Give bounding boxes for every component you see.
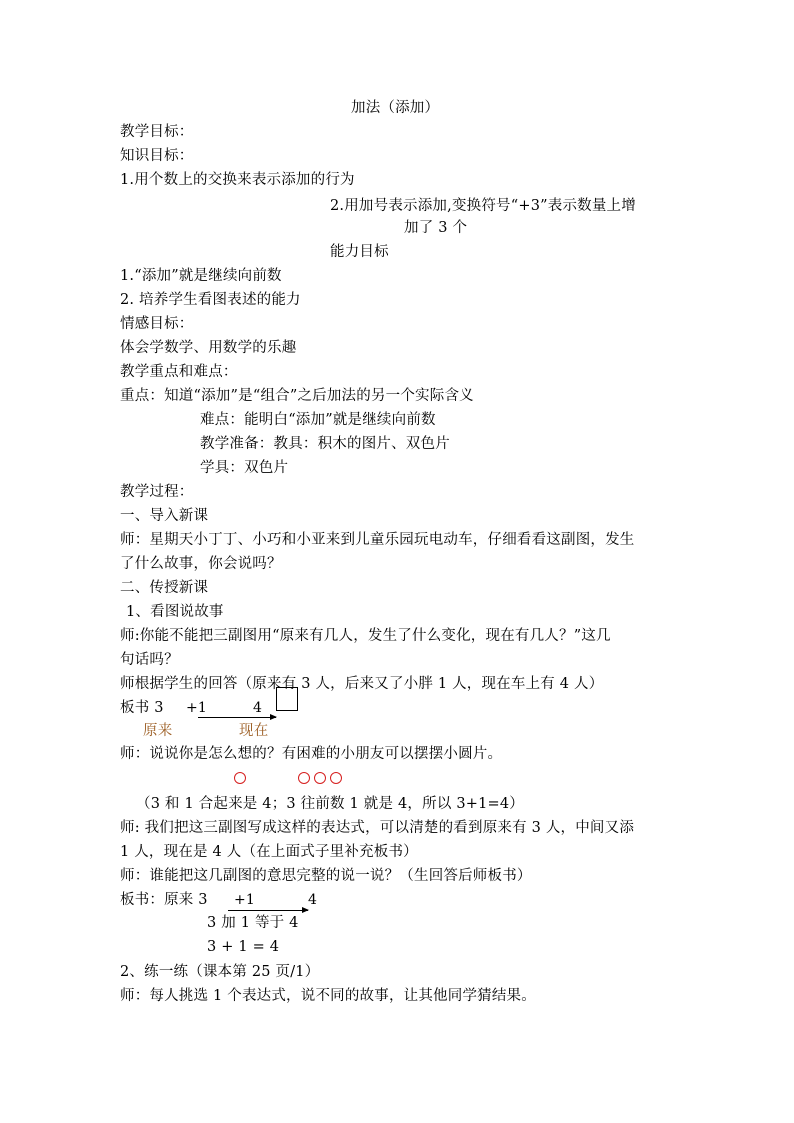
board-operator: +1 <box>186 700 208 716</box>
text-line: 师:你能不能把三副图用“原来有几人，发生了什么变化，现在有几人？”这几 <box>120 628 611 644</box>
text-line: 1、看图说故事 <box>126 604 224 620</box>
caption-before: 原来 <box>143 723 173 739</box>
text-line: 师根据学生的回答（原来有 3 人，后来又了小胖 1 人，现在车上有 4 人） <box>120 676 604 692</box>
text-line: 学具：双色片 <box>200 460 289 476</box>
text-line: 二、传授新课 <box>120 580 209 596</box>
text-line: 教学重点和难点： <box>120 364 238 380</box>
section-heading: 能力目标 <box>330 244 389 260</box>
text-line: 加了 3 个 <box>404 220 468 236</box>
text-line: （3 和 1 合起来是 4；3 往前数 1 就是 4，所以 3+1=4） <box>136 796 525 812</box>
board-operator: +1 <box>234 892 256 908</box>
answer-box <box>276 687 298 711</box>
text-line: 师：说说你是怎么想的？有困难的小朋友可以摆摆小圆片。 <box>120 746 503 762</box>
text-line: 师: 我们把这三副图写成这样的表达式，可以清楚的看到原来有 3 人，中间又添 <box>120 820 635 836</box>
text-line: 教学准备：教具：积木的图片、双色片 <box>200 436 450 452</box>
text-line: 句话吗？ <box>120 652 179 668</box>
board-result: 4 <box>253 700 263 716</box>
text-line: 重点：知道“添加”是“组合”之后加法的另一个实际含义 <box>120 388 474 404</box>
text-line: 1.用个数上的交换来表示添加的行为 <box>120 172 355 188</box>
arrow-line <box>228 910 308 911</box>
document-title: 加法（添加） <box>351 100 440 116</box>
text-line: 知识目标： <box>120 148 194 164</box>
text-line: 了什么故事，你会说吗？ <box>120 556 282 572</box>
text-line: 2.用加号表示添加,变换符号“+3”表示数量上增 <box>330 198 636 214</box>
text-line: 师：谁能把这几副图的意思完整的说一说？（生回答后师板书） <box>120 868 532 884</box>
text-line: 1 人，现在是 4 人（在上面式子里补充板书） <box>120 844 418 860</box>
text-line: 2、练一练（课本第 25 页/1） <box>120 964 320 980</box>
text-line: 1.“添加”就是继续向前数 <box>120 268 282 284</box>
arrow-line <box>198 717 276 718</box>
text-line: 2. 培养学生看图表述的能力 <box>120 292 301 308</box>
text-line: 情感目标： <box>120 316 194 332</box>
circle-icon <box>234 772 246 784</box>
caption-after: 现在 <box>239 723 269 739</box>
text-line: 难点：能明白“添加”就是继续向前数 <box>200 412 436 428</box>
circle-icon <box>298 772 310 784</box>
text-line: 教学过程： <box>120 484 194 500</box>
text-line: 3 加 1 等于 4 <box>207 915 299 931</box>
text-line: 师：每人挑选 1 个表达式，说不同的故事，让其他同学猜结果。 <box>120 988 536 1004</box>
text-line: 一、导入新课 <box>120 508 209 524</box>
board-label: 板书 3 <box>120 700 164 716</box>
text-line: 3 + 1 = 4 <box>207 939 280 955</box>
text-line: 体会学数学、用数学的乐趣 <box>120 340 297 356</box>
text-line: 教学目标： <box>120 124 194 140</box>
circle-icon <box>330 772 342 784</box>
board-label: 板书：原来 3 <box>120 892 208 908</box>
board-result: 4 <box>308 892 318 908</box>
circle-icon <box>314 772 326 784</box>
text-line: 师：星期天小丁丁、小巧和小亚来到儿童乐园玩电动车，仔细看看这副图，发生 <box>120 532 635 548</box>
